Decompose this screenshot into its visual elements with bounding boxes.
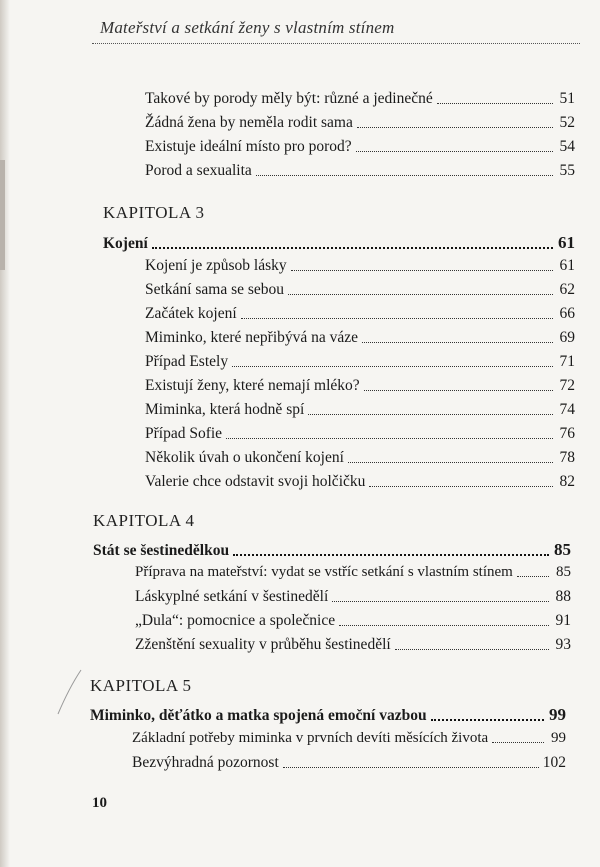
chapter-page: 99 [549,705,566,724]
leader-dots [241,318,553,319]
chapter-title-entry [93,540,571,560]
toc-entry [135,612,571,630]
leader-dots [152,247,553,249]
leader-dots [232,366,553,367]
entry-page: 62 [559,281,575,298]
toc-entry [135,564,571,581]
toc-entry [145,401,575,419]
toc-entry [145,138,575,156]
entry-title: „Dula“: pomocnice a společnice [135,612,336,629]
running-header: Mateřství a setkání ženy s vlastním stínem [100,18,395,37]
page-edge-shadow [0,0,10,867]
leader-dots [492,742,544,743]
binding-mark [0,160,5,270]
toc-entry [145,353,575,371]
leader-dots [395,649,549,650]
chapter-title: Stát se šestinedělkou [93,542,230,559]
toc-entry [132,730,566,747]
entry-title: Základní potřeby miminka v prvních devíti měsících života [132,730,489,746]
toc-entry [145,281,575,299]
toc-entry [145,90,575,108]
leader-dots [256,175,553,176]
chapter-label: KAPITOLA 5 [90,676,192,695]
leader-dots [308,414,553,415]
leader-dots [356,151,553,152]
chapter-title: Kojení [103,235,148,252]
toc-entry [145,257,575,275]
entry-title: Láskyplné setkání v šestinedělí [135,588,329,605]
entry-page: 51 [559,90,575,107]
entry-page: 78 [559,449,575,466]
entry-page: 55 [559,162,575,179]
page-number: 10 [92,795,107,811]
leader-dots [339,625,549,626]
entry-title: Miminko, které nepřibývá na váze [145,329,359,346]
entry-page: 72 [559,377,575,394]
entry-page: 52 [559,114,575,131]
toc-entry [132,754,566,772]
entry-page: 54 [559,138,575,155]
entry-title: Valerie chce odstavit svoji holčičku [145,473,366,490]
leader-dots [226,438,553,439]
entry-page: 99 [551,730,566,746]
chapter-page: 85 [554,540,571,559]
toc-entry [145,305,575,323]
entry-title: Zženštění sexuality v průběhu šestinedělí [135,636,391,653]
entry-title: Případ Sofie [145,425,223,442]
leader-dots [288,294,553,295]
toc-entry [145,329,575,347]
entry-page: 61 [559,257,575,274]
chapter-title-entry [90,705,566,725]
chapter-title: Miminko, děťátko a matka spojená emoční vazbou [90,707,427,724]
toc-entry [135,636,571,654]
leader-dots [517,576,549,577]
leader-dots [369,486,553,487]
toc-entry [145,425,575,443]
entry-page: 82 [559,473,575,490]
entry-title: Porod a sexualita [145,162,252,179]
entry-page: 66 [559,305,575,322]
entry-title: Začátek kojení [145,305,237,322]
leader-dots [348,462,553,463]
leader-dots [332,601,549,602]
entry-title: Existuje ideální místo pro porod? [145,138,352,155]
entry-title: Kojení je způsob lásky [145,257,287,274]
entry-page: 76 [559,425,575,442]
entry-title: Takové by porody měly být: různé a jedinečné [145,90,433,107]
entry-title: Existují ženy, které nemají mléko? [145,377,360,394]
leader-dots [233,554,549,556]
toc-entry [145,162,575,180]
leader-dots [283,767,539,768]
chapter-label: KAPITOLA 3 [103,203,205,222]
entry-page: 91 [555,612,571,629]
leader-dots [357,127,553,128]
pencil-mark [55,668,85,718]
header-rule [92,43,580,44]
chapter-label: KAPITOLA 4 [93,511,195,530]
toc-entry [145,114,575,132]
entry-page: 93 [555,636,571,653]
entry-page: 102 [542,754,566,771]
toc-entry [145,473,575,491]
entry-title: Případ Estely [145,353,229,370]
leader-dots [437,103,553,104]
toc-entry [135,588,571,606]
leader-dots [431,719,544,721]
leader-dots [362,342,553,343]
entry-title: Několik úvah o ukončení kojení [145,449,344,466]
leader-dots [291,270,553,271]
entry-title: Bezvýhradná pozornost [132,754,279,771]
entry-title: Příprava na mateřství: vydat se vstříc setkání s vlastním stínem [135,564,513,580]
entry-title: Miminka, která hodně spí [145,401,305,418]
leader-dots [364,390,553,391]
entry-page: 71 [559,353,575,370]
toc-entry [145,377,575,395]
entry-page: 74 [559,401,575,418]
entry-page: 85 [556,564,571,580]
chapter-title-entry [103,233,575,253]
chapter-page: 61 [558,233,575,252]
entry-page: 69 [559,329,575,346]
toc-entry [145,449,575,467]
entry-page: 88 [555,588,571,605]
entry-title: Žádná žena by neměla rodit sama [145,114,353,131]
entry-title: Setkání sama se sebou [145,281,285,298]
